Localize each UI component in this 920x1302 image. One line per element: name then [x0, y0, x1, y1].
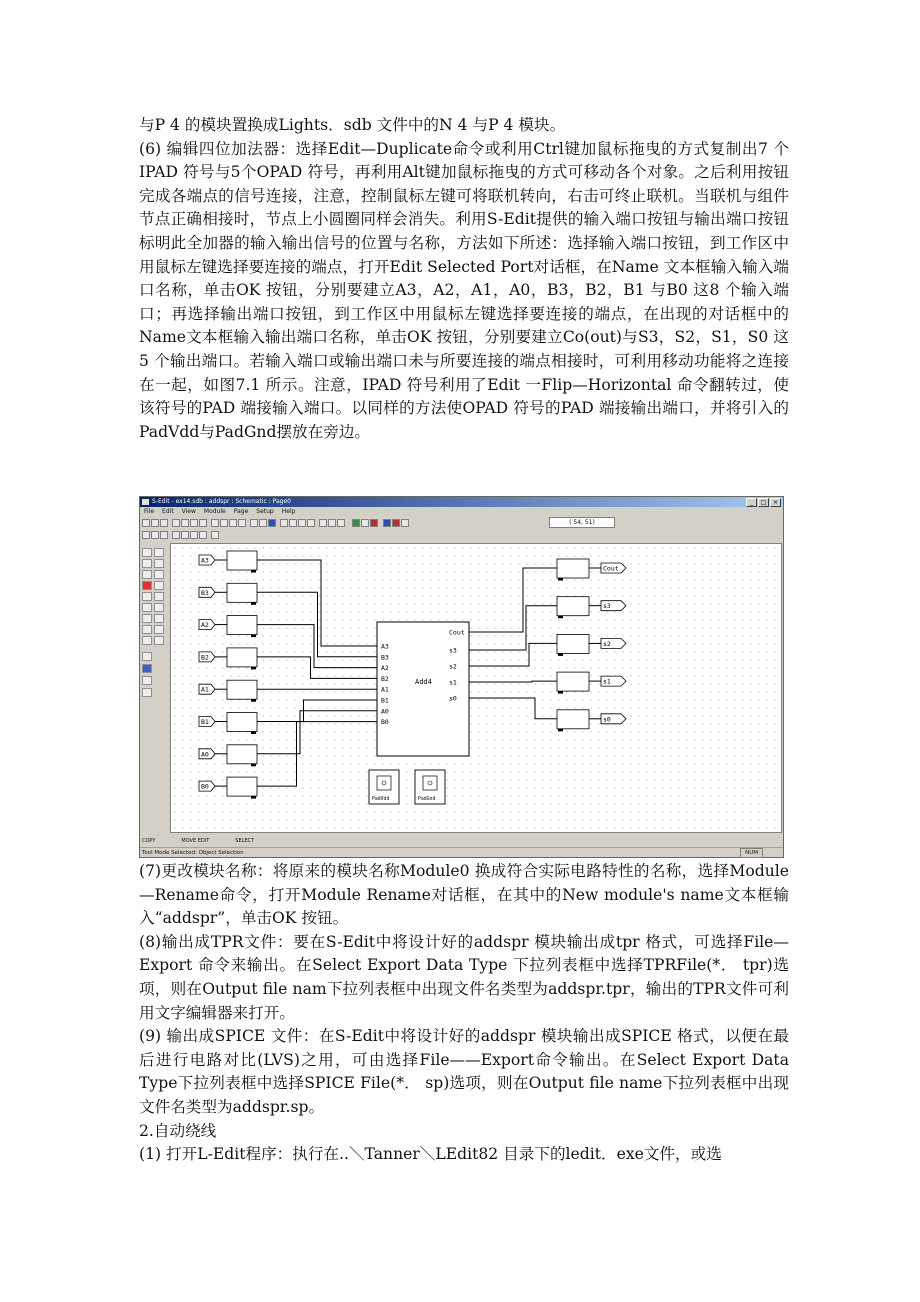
module-output-pin: Cout [449, 628, 465, 637]
text-icon[interactable] [142, 636, 152, 645]
menu-page[interactable]: Page [233, 508, 249, 515]
input-port-group [199, 648, 257, 670]
node-icon[interactable] [142, 625, 152, 634]
ipad-tab [251, 796, 256, 799]
paragraph: (6) 编辑四位加法器：选择Edit—Duplicate命令或利用Ctrl键加鼠标拖曳的方式复制出7 个IPAD 符号与5个OPAD 符号，再利用Alt键加鼠标拖曳的方式可移动各个对象。之后利用按钮完成各端点的信号连接，注意，控制鼠标左键可将联机转向，右击可终止联机。当联机与组件节点正确相接时，节点上小圆圈同样会消失。利用S-Edit提供的输入端口按钮与输出端口按钮标明此全加器的输入输出信号的位置与名称，方法如下所述：选择输入端口按钮，到工作区中用鼠标左键选择要连接的端点，打开Edit Selected Port对话框，在Name 文本框输入输入端口名称，单击OK 按钮，分别要建立A3，A2，A1，A0，B3，B2，B1 与B0 这8 个输入端口；再选择输出端口按钮，到工作区中用鼠标左键选择要连接的端点，在出现的对话框中的Name文本框输入输出端口名称，单击OK 按钮，分别要建立Co(out)与S3，S2，S1，S0 这5 个输出端口。若输入端口或输出端口未与所要连接的端点相接时，可利用移动功能将之连接在一起，如图7.1 所示。注意，IPAD 符号利用了Edit 一Flip—Horizontal 命令翻转过，使该符号的PAD 端接输入端口。以同样的方法使OPAD 符号的PAD 端接输出端口，并将引入的PadVdd与PadGnd摆放在旁边。 [139, 139, 789, 441]
pad-cell [415, 770, 445, 804]
find-icon[interactable] [238, 519, 246, 527]
module-input-pin: B2 [381, 674, 389, 683]
ipad-tab [251, 764, 256, 767]
label-icon[interactable] [142, 614, 152, 623]
module-icon[interactable] [319, 519, 327, 527]
pad-label: PadVdd [372, 797, 390, 802]
ungroup-icon[interactable] [181, 531, 189, 539]
ground-icon[interactable] [142, 581, 152, 590]
export-icon[interactable] [361, 519, 369, 527]
ipad-symbol [227, 583, 257, 602]
zoom-out-icon[interactable] [259, 519, 267, 527]
pad-label: PadGnd [418, 797, 436, 802]
mode-select[interactable]: SELECT [235, 838, 255, 844]
input-port-group [199, 616, 257, 638]
input-port-group [199, 777, 257, 799]
status-text: Tool Mode Selected: Object Selection [142, 850, 244, 856]
paragraphs-bottom [139, 860, 789, 1167]
opad-symbol [557, 559, 589, 578]
input-port-label: A3 [201, 556, 209, 565]
output-port-label: s3 [603, 602, 611, 611]
input-port-group [199, 680, 257, 702]
ruler-icon[interactable] [142, 688, 152, 697]
toolbar-secondary [142, 529, 219, 540]
cell-icon[interactable] [142, 652, 152, 661]
signal-wire [469, 568, 557, 632]
ipad-tab [251, 699, 256, 702]
input-port-label: A1 [201, 685, 209, 694]
opad-tab [558, 691, 563, 694]
zoom-fit-icon[interactable] [268, 519, 276, 527]
mode-bar [140, 837, 783, 846]
input-port-group [199, 713, 257, 735]
input-port-label: B2 [201, 653, 209, 662]
opad-symbol [557, 597, 589, 616]
copy-icon[interactable] [190, 519, 198, 527]
push-icon[interactable] [298, 519, 306, 527]
output-port-label: s0 [603, 715, 611, 724]
ipad-tab [251, 602, 256, 605]
hierarchy-icon[interactable] [289, 519, 297, 527]
ipad-tab [251, 635, 256, 638]
toolbar-main [142, 517, 409, 528]
opad-symbol [557, 710, 589, 729]
sedit-screenshot [139, 496, 784, 858]
bus-icon[interactable] [142, 570, 152, 579]
wire-icon[interactable] [142, 559, 152, 568]
paragraph: (1) 打开L-Edit程序：执行在..＼Tanner＼LEdit82 目录下的ledit．exe文件，或选 [139, 1145, 722, 1164]
paragraph: 2.自动绕线 [139, 1121, 217, 1140]
input-port-label: A2 [201, 621, 209, 630]
menu-help[interactable]: Help [281, 508, 296, 515]
paragraphs-top [139, 114, 789, 444]
output-port-group [557, 559, 626, 581]
paragraph: (7)更改模块名称：将原来的模块名称Module0 换成符合实际电路特性的名称，选择Module—Rename命令，打开Module Rename对话框，在其中的New module's name文本框输入“addspr”，单击OK 按钮。 [139, 862, 789, 928]
menu-file[interactable]: File [144, 508, 155, 515]
menu-bar [140, 507, 783, 516]
output-port-group [557, 634, 626, 656]
status-bar [140, 847, 783, 857]
opad-tab [558, 729, 563, 732]
opad-tab [558, 653, 563, 656]
line-icon[interactable] [154, 614, 164, 623]
pointer-icon[interactable] [142, 548, 152, 557]
ipad-symbol [227, 680, 257, 699]
maximize-button[interactable]: □ [758, 498, 769, 507]
window-title: S-Edit - ex14.sdb : addspr : Schematic : Page0 [152, 498, 291, 505]
pad-inner [423, 776, 437, 790]
menu-view[interactable]: View [181, 508, 196, 515]
menu-setup[interactable]: Setup [256, 508, 274, 515]
probe-tool-icon[interactable] [142, 676, 152, 685]
paragraph: (9) 输出成SPICE 文件：在S-Edit中将设计好的addspr 模块输出成SPICE 格式，以便在最后进行电路对比(LVS)之用，可由选择File——Export命令输出。在Select Export Data Type下拉列表框中选择SPICE File(*． sp)选项，则在Output file name下拉列表框中出现文件名类型为addspr.sp。 [139, 1027, 789, 1116]
redo-icon[interactable] [220, 519, 228, 527]
module-output-pin: s2 [449, 662, 457, 671]
paste-icon[interactable] [199, 519, 207, 527]
angle-icon[interactable] [154, 625, 164, 634]
paragraph: 与P 4 的模块置换成Lights．sdb 文件中的N 4 与P 4 模块。 [139, 116, 566, 134]
schematic-canvas[interactable] [170, 543, 782, 833]
title-bar [140, 497, 783, 507]
signal-wire [469, 698, 557, 719]
new-icon[interactable] [142, 519, 150, 527]
align-icon[interactable] [142, 531, 150, 539]
pop-icon[interactable] [307, 519, 315, 527]
input-port-group [199, 745, 257, 767]
back-icon[interactable] [199, 531, 207, 539]
output-port-group [557, 710, 626, 732]
module-output-pin: s1 [449, 678, 457, 687]
lvs-icon[interactable] [392, 519, 400, 527]
open-icon[interactable] [151, 519, 159, 527]
schematic-drawing [171, 544, 783, 834]
menu-module[interactable]: Module [203, 508, 226, 515]
input-port-label: B0 [201, 782, 209, 791]
zoom-in-icon[interactable] [250, 519, 258, 527]
module-input-pin: A2 [381, 664, 389, 673]
signal-wire [469, 643, 557, 666]
ipad-symbol [227, 745, 257, 764]
circle-icon[interactable] [154, 559, 164, 568]
polygon-icon[interactable] [154, 581, 164, 590]
opad-symbol [557, 634, 589, 653]
pad-cell [369, 770, 399, 804]
port-out-icon[interactable] [154, 592, 164, 601]
netlist-icon[interactable] [383, 519, 391, 527]
output-port-label: Cout [603, 564, 619, 573]
mode-move-edit[interactable]: MOVE EDIT [181, 838, 210, 844]
output-port-label: s2 [603, 639, 611, 648]
app-icon [142, 499, 149, 505]
flip-icon[interactable] [160, 531, 168, 539]
module-input-pin: A1 [381, 685, 389, 694]
symbol-icon[interactable] [328, 519, 336, 527]
minimize-button[interactable]: _ [746, 498, 757, 507]
port-in-icon[interactable] [142, 592, 152, 601]
menu-edit[interactable]: Edit [162, 508, 174, 515]
undo-icon[interactable] [211, 519, 219, 527]
paragraph: (8)输出成TPR文件：要在S-Edit中将设计好的addspr 模块输出成tpr 格式，可选择File—Export 命令来输出。在Select Export Data Type 下拉列表框中选择TPRFile(*． tpr)选项，则在Output file nam下拉列表框中出现文件名类型为addspr.tpr，输出的TPR文件可利用文字编辑器来打开。 [139, 932, 789, 1022]
front-icon[interactable] [190, 531, 198, 539]
module-output-pin: s0 [449, 694, 457, 703]
opad-tab [558, 616, 563, 619]
module-output-pin: s3 [449, 646, 457, 655]
tool-palette [142, 548, 168, 698]
mode-copy[interactable]: COPY [142, 838, 156, 844]
ipad-tab [251, 570, 256, 573]
module-input-pin: B1 [381, 696, 389, 705]
opad-symbol [557, 672, 589, 691]
delete-icon[interactable] [229, 519, 237, 527]
input-port-group [199, 583, 257, 605]
port-bidir-icon[interactable] [142, 603, 152, 612]
port-other-icon[interactable] [154, 603, 164, 612]
schematic-icon[interactable] [337, 519, 345, 527]
diagonal-icon[interactable] [154, 636, 164, 645]
rectangle-icon[interactable] [154, 548, 164, 557]
arc-icon[interactable] [154, 570, 164, 579]
input-port-label: B3 [201, 588, 209, 597]
module-block [377, 622, 469, 756]
save-icon[interactable] [160, 519, 168, 527]
print-icon[interactable] [172, 519, 180, 527]
module-input-pin: A0 [381, 707, 389, 716]
input-port-label: A0 [201, 750, 209, 759]
opad-tab [558, 578, 563, 581]
group-icon[interactable] [172, 531, 180, 539]
signal-wire [257, 711, 377, 754]
num-lock-indicator: NUM [740, 848, 763, 858]
ipad-symbol [227, 616, 257, 635]
cut-icon[interactable] [181, 519, 189, 527]
output-port-label: s1 [603, 677, 611, 686]
search-icon[interactable] [280, 519, 288, 527]
ipad-symbol [227, 551, 257, 570]
simulate-icon[interactable] [352, 519, 360, 527]
rotate-icon[interactable] [151, 531, 159, 539]
module-input-pin: B0 [381, 718, 389, 727]
probe-icon[interactable] [370, 519, 378, 527]
instance-icon[interactable] [142, 664, 152, 673]
ipad-tab [251, 732, 256, 735]
module-input-pin: B3 [381, 653, 389, 662]
input-port-group [199, 551, 257, 573]
input-port-label: B1 [201, 718, 209, 726]
select-icon[interactable] [211, 531, 219, 539]
coordinate-readout: ( 54, 51) [549, 517, 615, 528]
module-input-pin: A3 [381, 642, 389, 651]
output-port-group [557, 672, 626, 694]
module-name: Add4 [415, 678, 432, 686]
signal-wire [469, 681, 557, 682]
output-port-group [557, 597, 626, 619]
ipad-symbol [227, 777, 257, 796]
close-button[interactable]: × [770, 498, 781, 507]
ipad-tab [251, 667, 256, 670]
ipad-symbol [227, 648, 257, 667]
pad-inner [377, 776, 391, 790]
help-icon[interactable] [401, 519, 409, 527]
ipad-symbol [227, 713, 257, 732]
